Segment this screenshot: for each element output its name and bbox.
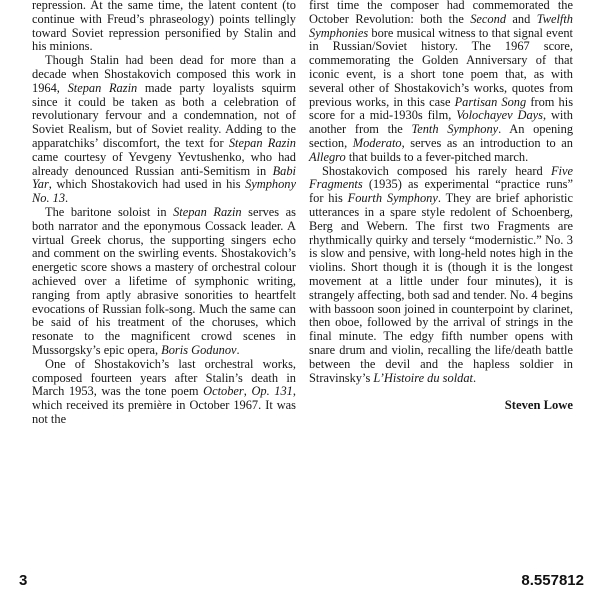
paragraph: The baritone soloist in Stepan Razin serves as both narrator and the eponymous Cossack leader. A virtual Greek chorus, the supporting singers echo and comment on the swirling events. Shostakovich’s energetic score shows a mastery of orchestral colour achieved over a lifetime of symphonic writing, ranging from aptly abrasive sonorities to heartfelt evocations of Russian folk-song. Much the same can be said of his treatment of the choruses, which resonate to the magnificent crowd scenes in Mussorgsky’s epic opera, Boris Godunov. xyxy=(32,204,297,357)
author-signature: Steven Lowe xyxy=(504,398,573,413)
page-number: 3 xyxy=(19,572,28,589)
work-title: Stepan Razin xyxy=(228,135,296,150)
work-title: Volochayev Days xyxy=(456,108,543,123)
paragraph: repression. At the same time, the latent content (to continue with Freud’s phraseology) points tellingly toward Soviet repression personified by Stalin and his minions. xyxy=(32,0,296,54)
work-title: Twelfth Symphonies xyxy=(309,11,573,40)
work-title: October xyxy=(203,384,244,399)
opus-number: Op. 131 xyxy=(251,384,293,399)
work-title: Babi Yar xyxy=(32,163,296,192)
tempo-marking: Moderato xyxy=(352,135,402,150)
work-title: Tenth Symphony xyxy=(411,122,499,137)
work-title: Five Fragments xyxy=(309,163,573,192)
paragraph: first time the composer had commemorated the October Revolution: both the Second and Twelfth Symphonies bore musical witness to that signal event in Russian/Soviet history. The 1967 score, commemorating the Golden Anniversary of that iconic event, is a short tone poem that, as with several other of Shostakovich’s works, quotes from previous works, in this case Partisan Song from his score for a mid-1930s film, Volochayev Days, with another from the Tenth Symphony. An opening section, Moderato, serves as an introduction to an Allegro that builds to a fever-pitched march. xyxy=(309,0,574,164)
work-title: Second xyxy=(470,11,507,26)
paragraph: One of Shostakovich’s last orchestral works, composed fourteen years after Stalin’s death in March 1953, was the tone poem October, Op. 131, which received its première in October 1967. It was not the xyxy=(32,356,296,426)
work-title: L’Histoire du soldat xyxy=(373,370,473,385)
work-title: Fourth Symphony xyxy=(347,191,438,206)
right-text-column xyxy=(309,0,573,413)
catalog-number: 8.557812 xyxy=(521,572,584,589)
left-text-column xyxy=(32,0,296,427)
tempo-marking: Allegro xyxy=(309,149,346,164)
paragraph: Though Stalin had been dead for more than a decade when Shostakovich composed this work in 1964, Stepan Razin made party loyalists squirm since it could be taken as both a celebration of revolutionary fervour and a condemnation, not of Soviet Realism, but of Soviet reality. Adding to the apparatchiks’ discomfort, the text for Stepan Razin came courtesy of Yevgeny Yevtushenko, who had already denounced Russian anti-Semitism in Babi Yar, which Shostakovich had used in his Symphony No. 13. xyxy=(32,53,296,206)
work-title: Symphony No. 13 xyxy=(32,177,296,206)
work-title: Stepan Razin xyxy=(67,80,138,95)
work-title: Boris Godunov xyxy=(161,342,237,357)
work-title: Stepan Razin xyxy=(173,204,242,219)
paragraph: Shostakovich composed his rarely heard Five Fragments (1935) as experimental “practice runs” for his Fourth Symphony. They are brief aphoristic utterances in a spare style redolent of Schoenberg, Berg and Webern. The first two Fragments are rhythmically quirky and tersely “modernistic.” No. 3 is slow and pensive, with long-held notes high in the violins. Short though it is (though it is the longest movement at a little under four minutes), it is strangely affecting, both sad and tender. No. 4 begins with bassoon soon joined in counterpoint by clarinet, then oboe, followed by the arrival of strings in the final minute. The edgy fifth number opens with snare drum and violin, recalling the life/death battle between the devil and the hapless soldier in Stravinsky’s L’Histoire du soldat. xyxy=(309,163,573,385)
work-title: Partisan Song xyxy=(454,94,527,109)
